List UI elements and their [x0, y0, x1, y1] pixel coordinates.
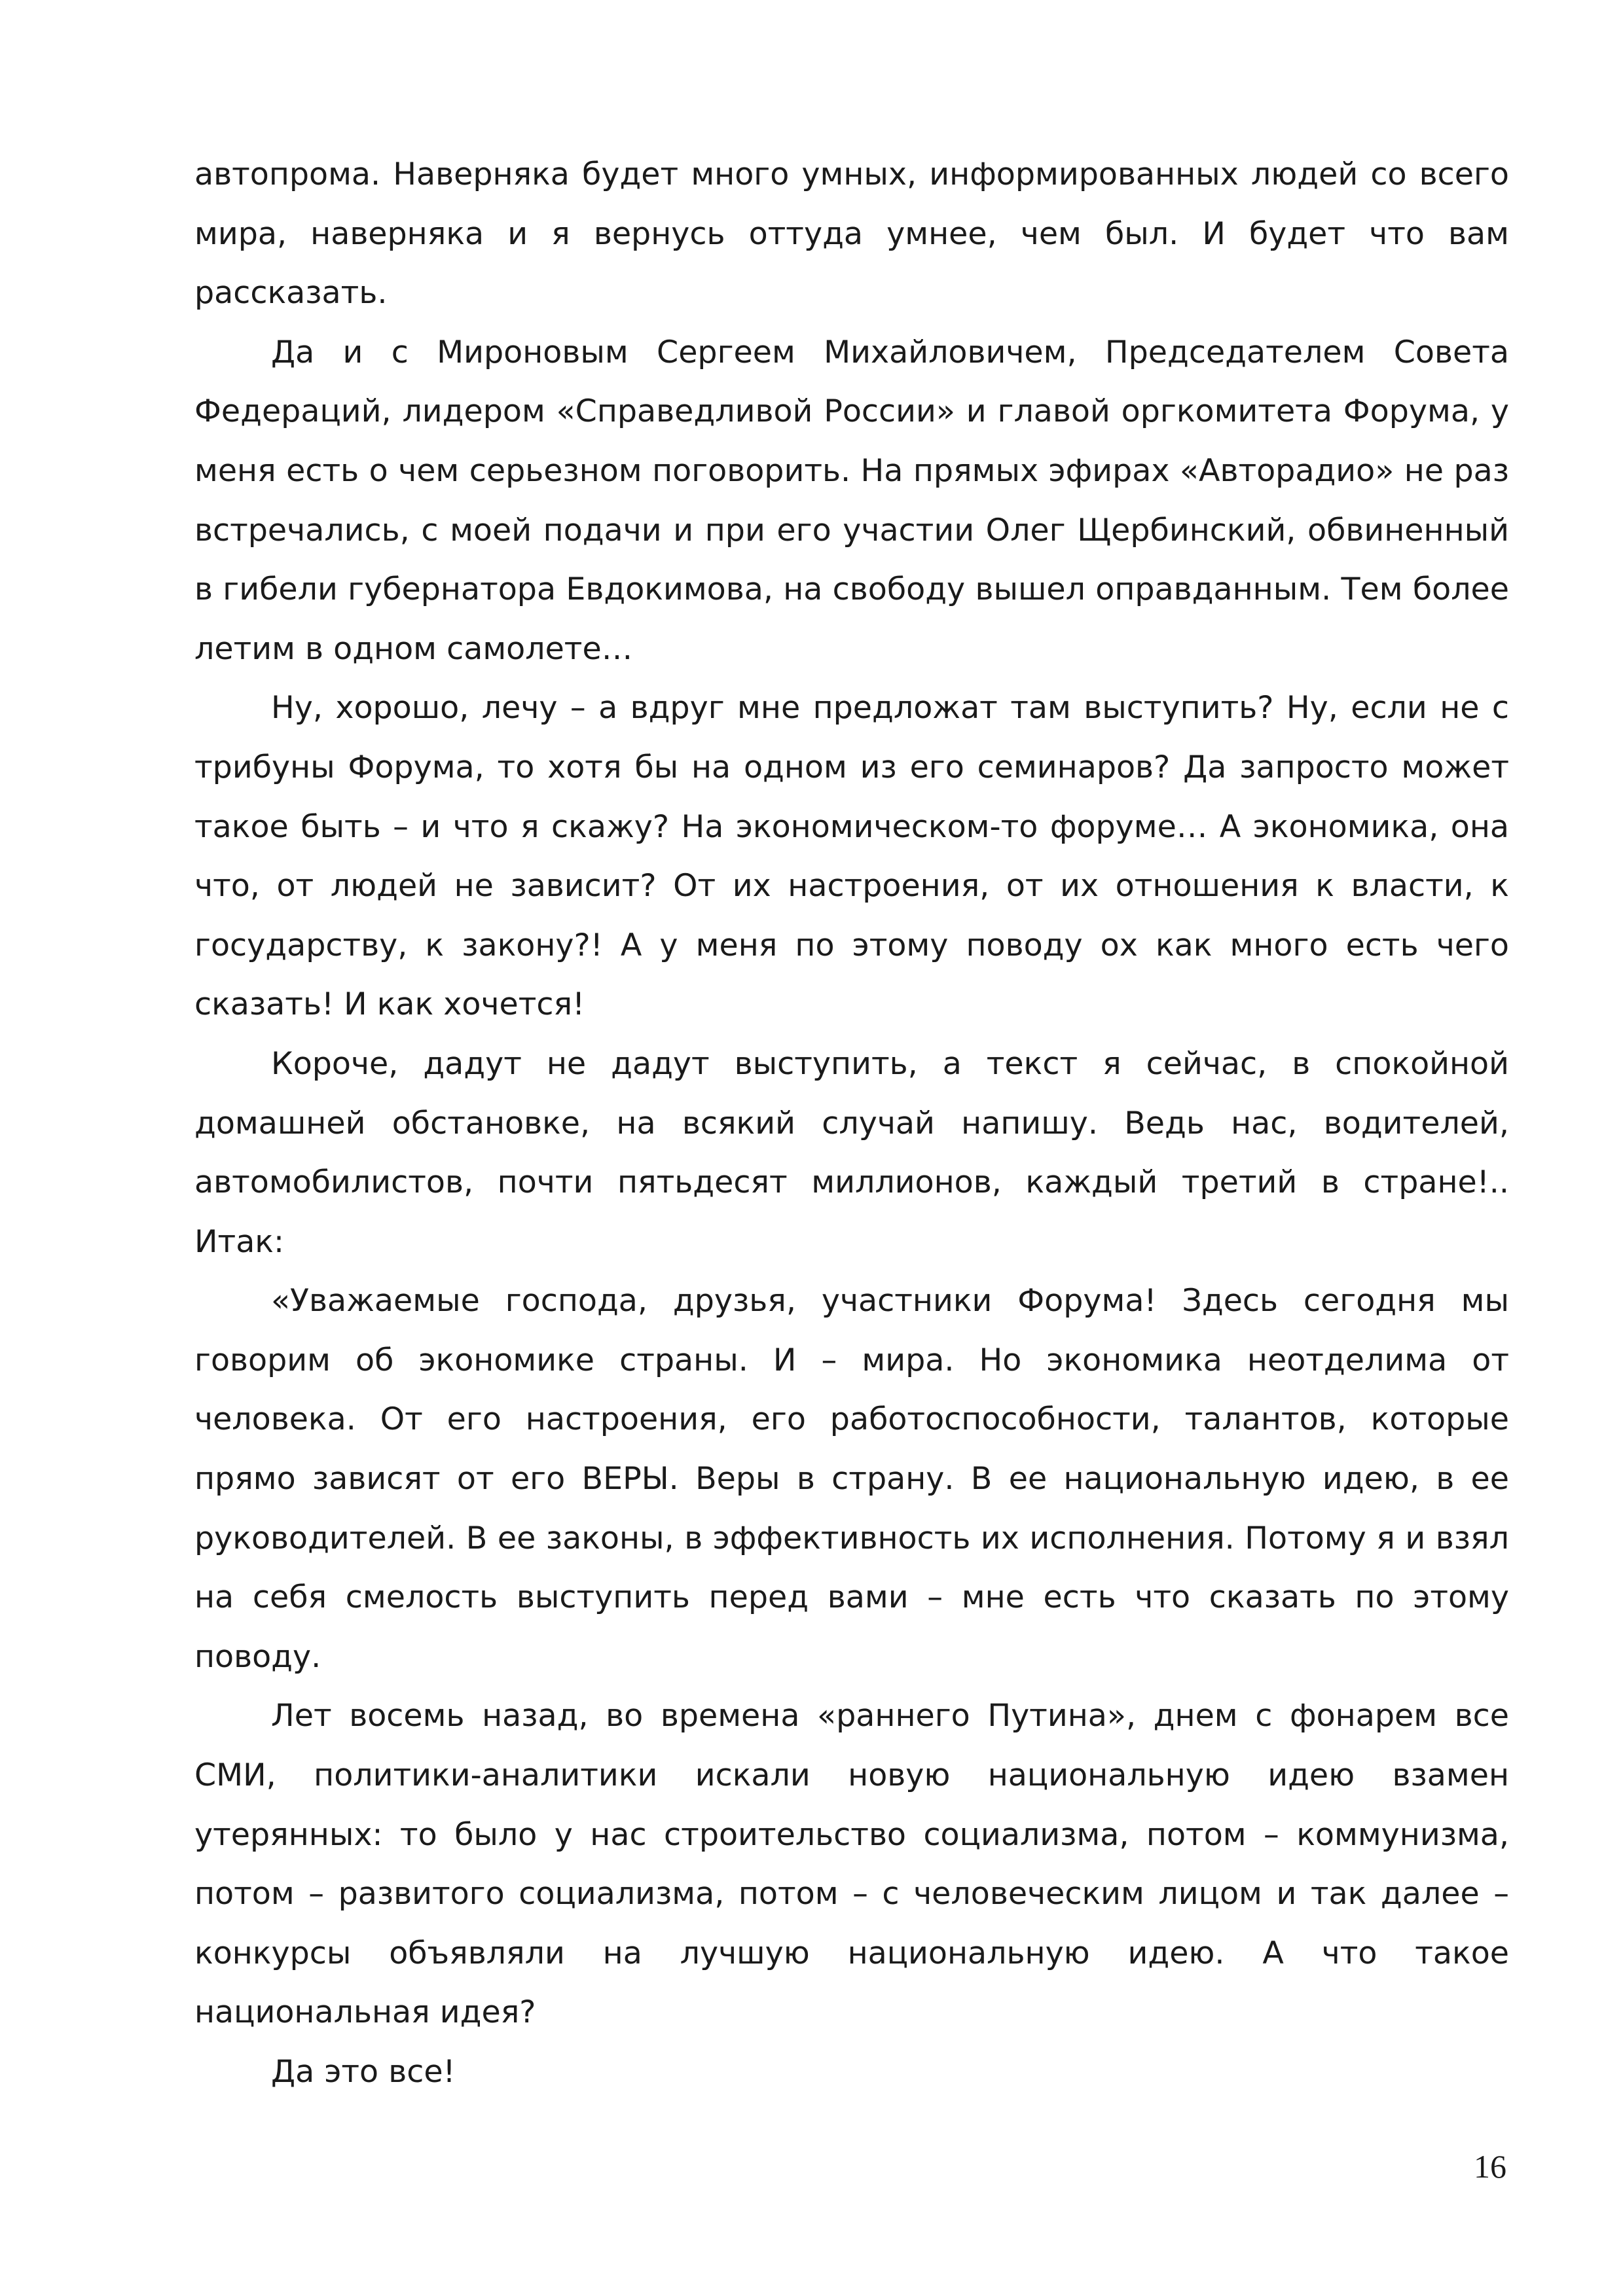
paragraph-1: автопрома. Наверняка будет много умных, информированных людей со всего мира, наверняка и я вернусь оттуда умнее, чем был. И будет что вам рассказать. — [194, 156, 1509, 312]
paragraph-2: Да и с Мироновым Сергеем Михайловичем, Председателем Совета Федераций, лидером «Справедливой России» и главой оргкомитета Форума, у меня есть о чем серьезном поговорить. На прямых эфирах «Авторадио» не раз встречались, с моей подачи и при его участии Олег Щербинский, обвиненный в гибели губернатора Евдокимова, на свободу вышел оправданным. Тем более летим в одном самолете… — [194, 334, 1509, 667]
paragraph-6: Лет восемь назад, во времена «раннего Путина», днем с фонарем все СМИ, политики-аналитики искали новую национальную идею взамен утерянных: то было у нас строительство социализма, потом – коммунизма, потом – развитого социализма, потом – с человеческим лицом и так далее – конкурсы объявляли на лучшую национальную идею. А что такое национальная идея? — [194, 1698, 1509, 2031]
paragraph-5: «Уважаемые господа, друзья, участники Форума! Здесь сегодня мы говорим об экономике страны. И – мира. Но экономика неотделима от человека. От его настроения, его работоспособности, талантов, которые прямо зависят от его ВЕРЫ. Веры в страну. В ее национальную идею, в ее руководителей. В ее законы, в эффективность их исполнения. Потому я и взял на себя смелость выступить перед вами – мне есть что сказать по этому поводу. — [194, 1283, 1509, 1675]
body-text — [194, 145, 1509, 2102]
paragraph-7: Да это все! — [271, 2054, 456, 2090]
paragraph-4: Короче, дадут не дадут выступить, а текст я сейчас, в спокойной домашней обстановке, на всякий случай напишу. Ведь нас, водителей, автомобилистов, почти пятьдесят миллионов, каждый третий в стране!.. Итак: — [194, 1045, 1509, 1260]
paragraph-3: Ну, хорошо, лечу – а вдруг мне предложат там выступить? Ну, если не с трибуны Форума, то хотя бы на одном из его семинаров? Да запросто может такое быть – и что я скажу? На экономическом-то форуме… А экономика, она что, от людей не зависит? От их настроения, от их отношения к власти, к государству, к закону?! А у меня по этому поводу ох как много есть чего сказать! И как хочется! — [194, 690, 1509, 1023]
page-number: 16 — [1474, 2148, 1506, 2185]
